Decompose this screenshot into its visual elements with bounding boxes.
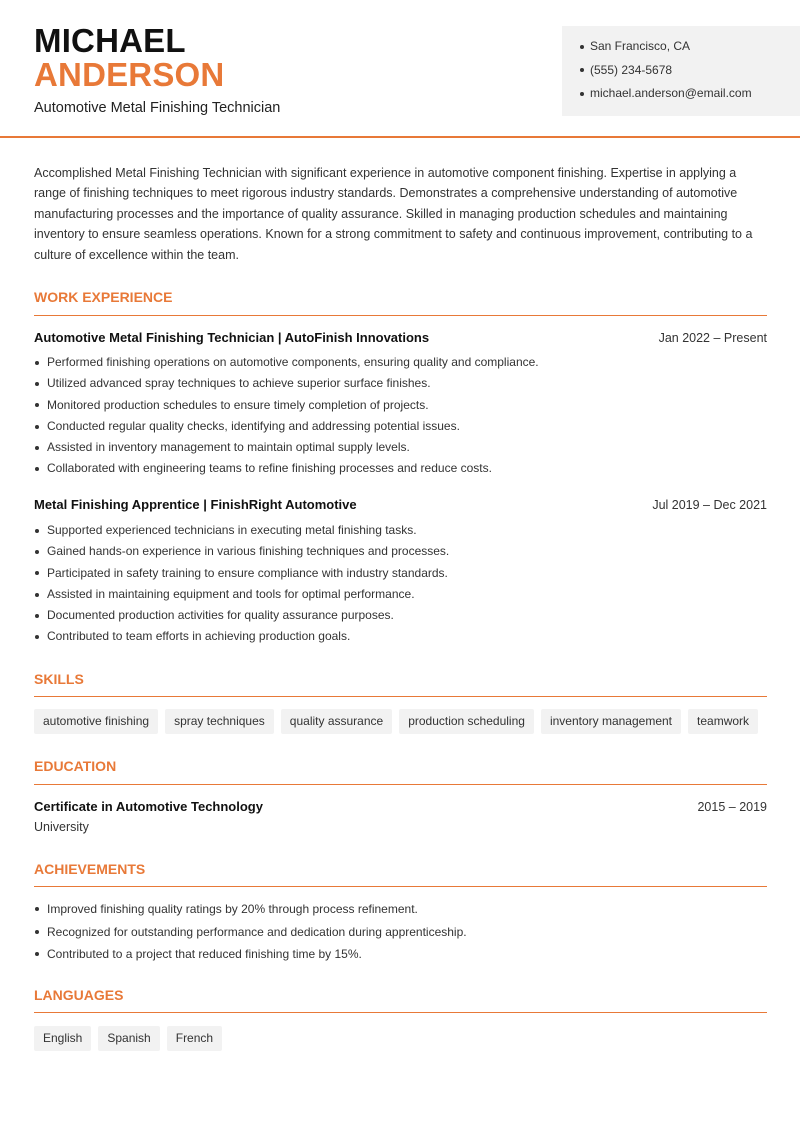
- bullet-icon: [35, 930, 39, 934]
- skills-list: [34, 709, 758, 734]
- bullet-icon: [35, 952, 39, 956]
- list-item: Gained hands-on experience in various finishing techniques and processes.: [34, 541, 767, 562]
- list-item: Contributed to team efforts in achieving production goals.: [34, 626, 767, 647]
- list-item: Documented production activities for quality assurance purposes.: [34, 605, 767, 626]
- job-dates: Jul 2019 – Dec 2021: [652, 498, 767, 512]
- job-bullets: [34, 352, 767, 480]
- section-divider: [34, 784, 767, 785]
- languages-list: [34, 1026, 222, 1051]
- contact-box: [562, 26, 800, 116]
- contact-location: [580, 35, 800, 59]
- phone-text: (555) 234-5678: [590, 62, 673, 77]
- contact-email[interactable]: [580, 82, 800, 106]
- contact-phone: [580, 59, 800, 83]
- education-dates: 2015 – 2019: [697, 800, 767, 814]
- summary-paragraph: Accomplished Metal Finishing Technician with significant experience in automotive component finishing. Expertise in applying a range of finishing techniques to meet rigorous industry standards. Demonstrates a comprehensive understanding of automotive manufacturing processes and the importance of quality assurance. Skilled in managing production schedules and maintaining inventory to ensure seamless operations. Known for a strong commitment to safety and continuous improvement, contributing to a culture of excellence within the team.: [34, 166, 753, 262]
- section-divider: [34, 1012, 767, 1013]
- list-item: Assisted in inventory management to maintain optimal supply levels.: [34, 437, 767, 458]
- achievements-list: [34, 898, 767, 966]
- bullet-icon: [35, 425, 39, 429]
- section-divider: [34, 315, 767, 316]
- job-entry-header: [34, 329, 767, 347]
- bullet-icon: [580, 68, 584, 72]
- location-text: San Francisco, CA: [590, 39, 691, 53]
- bullet-icon: [35, 550, 39, 554]
- achievements-heading: ACHIEVEMENTS: [34, 861, 146, 877]
- bullet-icon: [35, 614, 39, 618]
- first-name: MICHAEL: [34, 22, 186, 59]
- bullet-icon: [35, 571, 39, 575]
- list-item: Conducted regular quality checks, identifying and addressing potential issues.: [34, 416, 767, 437]
- list-item: Contributed to a project that reduced finishing time by 15%.: [34, 943, 767, 966]
- school-name: University: [34, 820, 89, 834]
- list-item: Utilized advanced spray techniques to achieve superior surface finishes.: [34, 373, 767, 394]
- skill-tag: inventory management: [541, 709, 681, 734]
- list-item: Recognized for outstanding performance and dedication during apprenticeship.: [34, 921, 767, 944]
- language-tag: Spanish: [98, 1026, 159, 1051]
- bullet-icon: [35, 382, 39, 386]
- bullet-icon: [580, 45, 584, 49]
- bullet-icon: [35, 529, 39, 533]
- education-heading: EDUCATION: [34, 758, 117, 774]
- language-tag: French: [167, 1026, 222, 1051]
- bullet-icon: [35, 467, 39, 471]
- skill-tag: spray techniques: [165, 709, 274, 734]
- job-title: Automotive Metal Finishing Technician: [34, 100, 281, 116]
- section-divider: [34, 696, 767, 697]
- list-item: Assisted in maintaining equipment and tools for optimal performance.: [34, 584, 767, 605]
- list-item: Supported experienced technicians in executing metal finishing tasks.: [34, 520, 767, 541]
- language-tag: English: [34, 1026, 91, 1051]
- resume-header: [0, 0, 800, 138]
- bullet-icon: [35, 446, 39, 450]
- job-dates: Jan 2022 – Present: [658, 331, 767, 345]
- education-entry-header: [34, 798, 767, 816]
- bullet-icon: [35, 403, 39, 407]
- bullet-icon: [35, 907, 39, 911]
- email-text[interactable]: michael.anderson@email.com: [590, 86, 752, 100]
- skill-tag: quality assurance: [281, 709, 392, 734]
- list-item: Performed finishing operations on automotive components, ensuring quality and compliance.: [34, 352, 767, 373]
- skills-heading: SKILLS: [34, 671, 84, 687]
- job-role: Automotive Metal Finishing Technician | AutoFinish Innovations: [34, 330, 430, 345]
- languages-heading: LANGUAGES: [34, 987, 124, 1003]
- list-item: Improved finishing quality ratings by 20% through process refinement.: [34, 898, 767, 921]
- job-bullets: [34, 520, 767, 648]
- section-divider: [34, 886, 767, 887]
- bullet-icon: [35, 593, 39, 597]
- job-entry-header: [34, 496, 767, 514]
- skill-tag: teamwork: [688, 709, 758, 734]
- bullet-icon: [580, 92, 584, 96]
- skill-tag: automotive finishing: [34, 709, 158, 734]
- list-item: Collaborated with engineering teams to refine finishing processes and reduce costs.: [34, 458, 767, 479]
- skill-tag: production scheduling: [399, 709, 534, 734]
- bullet-icon: [35, 635, 39, 639]
- last-name: ANDERSON: [34, 56, 225, 93]
- job-role: Metal Finishing Apprentice | FinishRight Automotive: [34, 497, 357, 512]
- work-experience-heading: WORK EXPERIENCE: [34, 289, 173, 305]
- degree: Certificate in Automotive Technology: [34, 799, 263, 814]
- list-item: Monitored production schedules to ensure timely completion of projects.: [34, 395, 767, 416]
- list-item: Participated in safety training to ensure compliance with industry standards.: [34, 563, 767, 584]
- bullet-icon: [35, 361, 39, 365]
